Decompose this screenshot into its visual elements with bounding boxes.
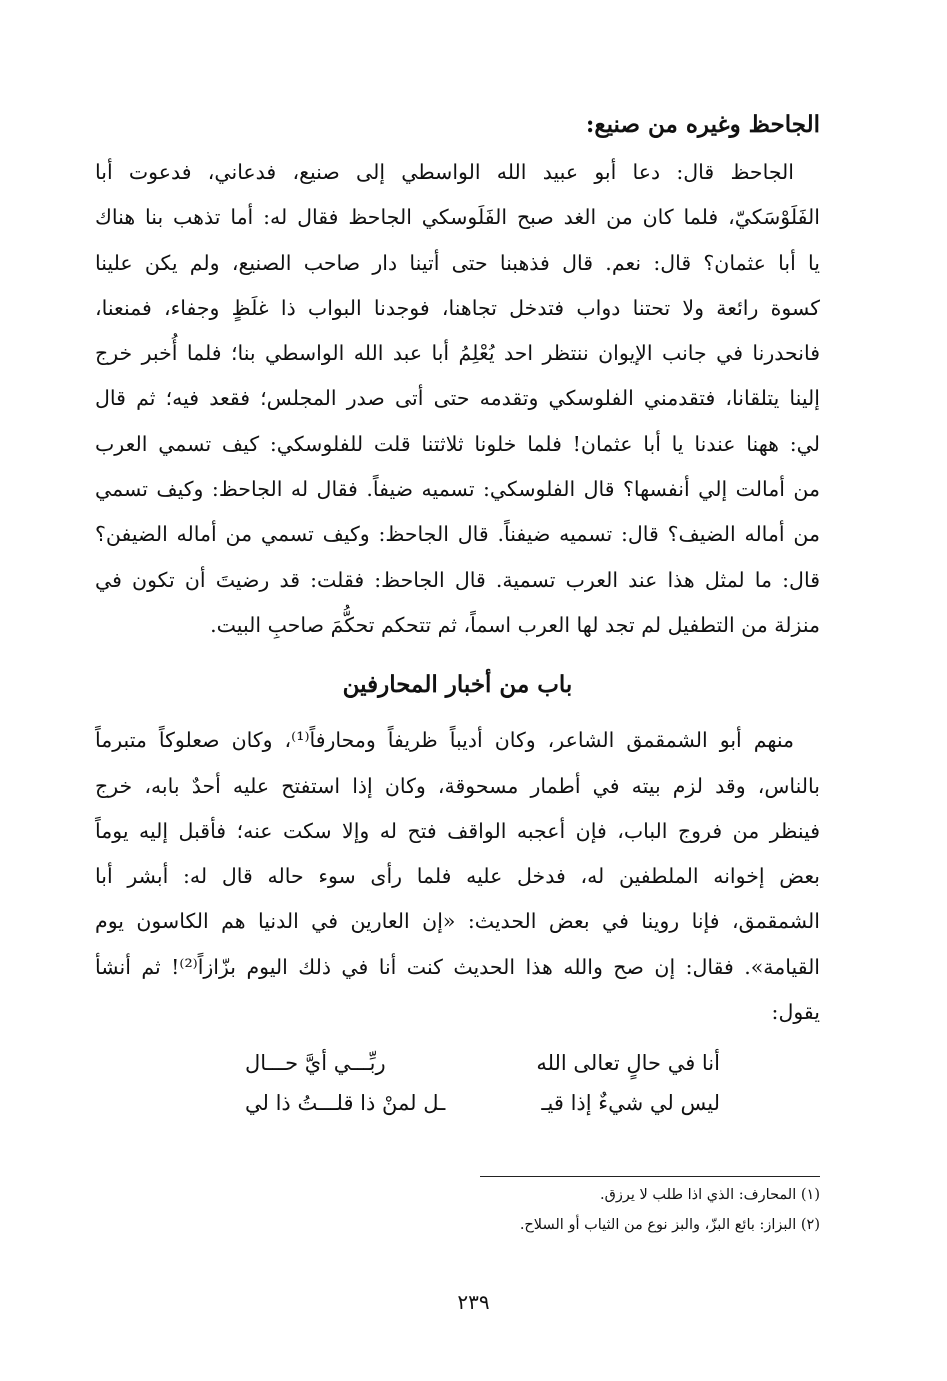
verse-line	[245, 1083, 720, 1123]
verse-line	[245, 1043, 720, 1083]
paragraph-jahiz	[95, 150, 820, 648]
footnote: (٢) البزاز: بائع البزّ، والبز نوع من الثياب أو السلاح.	[519, 1217, 820, 1233]
verse-hemistich-left: ربِّـــي أيَّ حـــال	[245, 1051, 386, 1076]
text-line: الفَلَوْسَكيّ، فلما كان من الغد صبح الفَلَوسكي الجاحظ فقال له: أما تذهب بنا هناك	[95, 205, 820, 230]
text-line: يا أبا عثمان؟ قال: نعم. قال فذهبنا حتى أتينا دار صاحب الصنيع، ولم يكن علينا	[95, 250, 820, 275]
text-line: قال: ما لمثل هذا عند العرب تسمية. قال الجاحظ: فقلت: قد رضيتَ أن تكون في	[95, 567, 820, 592]
text-line: منزلة من التطفيل لم تجد لها العرب اسماً، ثم تتحكم تحكُّمَ صاحبِ البيت.	[210, 612, 820, 637]
footnote: (١) المحارف: الذي اذا طلب لا يرزق.	[600, 1187, 820, 1203]
text-line: يقول:	[771, 1000, 820, 1025]
text-line: الشمقمق، فإنا روينا في بعض الحديث: «إن العارين في الدنيا هم الكاسون يوم	[95, 909, 820, 934]
footnote-divider	[480, 1176, 820, 1177]
page-body	[95, 100, 820, 1123]
text-line: منهم أبو الشمقمق الشاعر، وكان أديباً ظريفاً ومحارفاً⁽¹⁾، وكان صعلوكاً متبرماً	[95, 728, 794, 753]
section-heading: الجاحظ وغيره من صنيع:	[585, 111, 820, 138]
page-number: ٢٣٩	[457, 1290, 490, 1314]
text-line: لي: ههنا عندنا يا أبا عثمان! فلما خلونا ثلاثتنا قلت للفلوسكي: كيف تسمي العرب	[95, 431, 820, 456]
text-line: بالناس، وقد لزم بيته في أطمار مسحوقة، وكان إذا استفتح عليه أحدٌ بابه، خرج	[95, 773, 820, 798]
chapter-heading: باب من أخبار المحارفين	[342, 671, 573, 699]
text-line: القيامة». فقال: إن صح والله هذا الحديث كنت أنا في ذلك اليوم بزّازاً⁽²⁾! ثم أنشأ	[95, 954, 821, 979]
text-line: فينظر من فروج الباب، فإن أعجبه الواقف فتح له وإلا سكت عنه؛ فأقبل إليه يوماً	[95, 818, 820, 843]
footnotes	[420, 1180, 820, 1240]
text-line: فانحدرنا في جانب الإيوان ننتظر احد يُعْلِمُ أبا عبد الله الواسطي بنا؛ فلما أُخبر خرج	[95, 341, 820, 366]
text-line: من أمالت إلي أنفسها؟ قال الفلوسكي: تسميه ضيفاً. فقال له الجاحظ: وكيف تسمي	[95, 477, 820, 502]
text-line: إلينا يتلقانا، فتقدمني الفلوسكي وتقدمه حتى أتى صدر المجلس؛ فقعد فيه؛ ثم قال	[95, 386, 820, 411]
paragraph-shamaqmaq	[95, 718, 820, 1035]
text-line: من أماله الضيف؟ قال: تسميه ضيفناً. قال الجاحظ: وكيف تسمي من أماله الضيفن؟	[95, 522, 820, 547]
text-line: بعض إخوانه الملطفين له، فدخل عليه فلما رأى سوء حاله قال له: أبشر أبا	[95, 864, 820, 889]
verse-hemistich-right: ليس لي شيءٌ إذا قيـ	[541, 1091, 720, 1116]
verse-hemistich-left: ـل لمنْ ذا قلـــتُ ذا لي	[245, 1091, 446, 1116]
verse-hemistich-right: أنا في حالٍ تعالى الله	[536, 1051, 720, 1076]
poem-verse	[95, 1043, 820, 1123]
text-line: الجاحظ قال: دعا أبو عبيد الله الواسطي إلى صنيع، فدعاني، فدعوت أبا	[95, 160, 794, 184]
text-line: كسوة رائعة ولا تحتنا دواب فتدخل تجاهنا، فوجدنا البواب ذا غلَظٍ وجفاء، فمنعنا،	[95, 295, 820, 320]
